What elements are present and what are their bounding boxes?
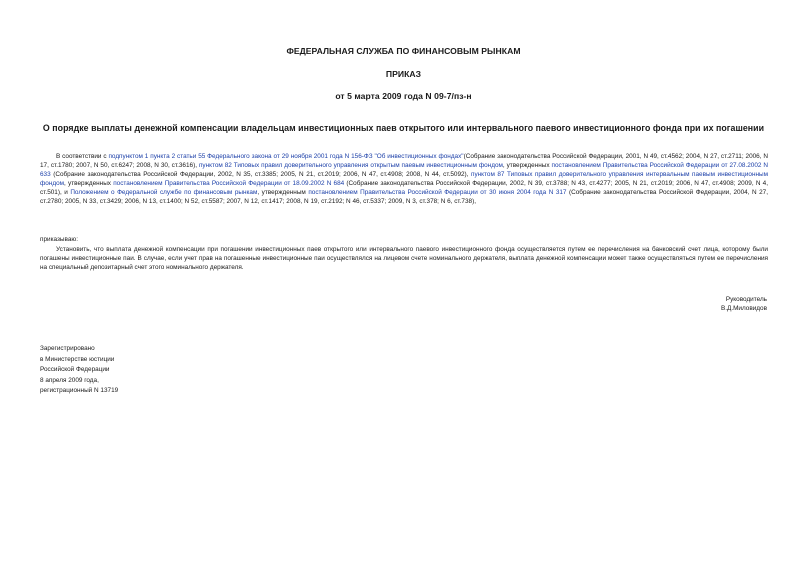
registration-line: Зарегистрировано bbox=[40, 345, 95, 352]
signature-name: В.Д.Миловидов bbox=[720, 305, 767, 312]
registration-block bbox=[40, 344, 118, 397]
preamble-text-1: В соответствии с bbox=[56, 153, 109, 160]
document-type: ПРИКАЗ bbox=[385, 69, 422, 79]
preamble-text-6: (Собрание законодательства Российской Федерации, 2002, N 39, ст.3788; N 43, ст.4277; 2005, N 21, ст.2019; 2006, N 47, ст.4908; 2009, N 4, ст.501), и bbox=[40, 180, 768, 197]
link-interval-fund-rules[interactable]: пунктом 87 Типовых правил доверительного управления интервальным паевым инвестиционным фондом bbox=[40, 171, 768, 188]
order-paragraph: Установить, что выплата денежной компенсации при погашении инвестиционных паев открытого или интервального паевого инвестиционного фонда осуществляется путем ее перечисления на банковский счет лица, которому были погашены инвестиционные паи. В случае, если учет прав на погашенные инвестиционные паи осуществлялся на лицевом счете номинального держателя, выплата денежной компенсации может также осуществляться путем ее перечисления на специальный депозитарный счет этого номинального держателя. bbox=[40, 246, 768, 272]
preamble-text-7: , утвержденным bbox=[257, 189, 309, 197]
document-date-number: от 5 марта 2009 года N 09-7/пз-н bbox=[335, 91, 472, 101]
preamble-text-3: , утвержденных bbox=[502, 162, 552, 170]
link-decree-317[interactable]: постановлением Правительства Российской Федерации от 30 июня 2004 года N 317 bbox=[308, 189, 567, 197]
document-title: О порядке выплаты денежной компенсации владельцам инвестиционных паев открытого или интервального паевого инвестиционного фонда при их погашении bbox=[42, 123, 765, 133]
registration-line: регистрационный N 13719 bbox=[40, 387, 119, 395]
link-decree-633[interactable]: постановлением Правительства Российской Федерации от 27.08.2002 N 633 bbox=[40, 162, 769, 179]
order-label: приказываю: bbox=[40, 236, 78, 243]
preamble-paragraph bbox=[40, 152, 768, 207]
registration-line: в Министерстве юстиции bbox=[40, 355, 115, 363]
preamble-text-5: , утвержденных bbox=[64, 180, 114, 188]
registration-line: Российской Федерации bbox=[40, 366, 110, 374]
link-law-156fz[interactable]: подпунктом 1 пункта 2 статьи 55 Федерального закона от 29 ноября 2001 года N 156-ФЗ "Об инвестиционных фондах" bbox=[108, 153, 464, 160]
link-open-fund-rules[interactable]: пунктом 82 Типовых правил доверительного управления открытым паевым инвестиционным фондом bbox=[198, 162, 503, 170]
preamble-text-8: (Собрание законодательства Российской Федерации, 2004, N 27, ст.2780; 2005, N 33, ст.3429; 2006, N 13, ст.1400; N 52, ст.5587; 2007, N 12, ст.1417; 2008, N 19, ст.2192; N 46, ст.5337; 2009, N 3, ст.378; N 6, ст.738), bbox=[40, 189, 768, 206]
link-decree-684[interactable]: постановлением Правительства Российской Федерации от 18.09.2002 N 684 bbox=[113, 180, 345, 188]
preamble-text-2: (Собрание законодательства Российской Федерации, 2001, N 49, ст.4562; 2004, N 27, ст.2711; 2006, N 17, ст.1780; 2007, N 50, ст.6247; 2008, N 30, ст.3616), bbox=[40, 153, 769, 170]
signature-position: Руководитель bbox=[725, 296, 767, 303]
link-fsfr-regulation[interactable]: Положением о Федеральной службе по финансовым рынкам bbox=[70, 189, 258, 197]
preamble-text-4: (Собрание законодательства Российской Федерации, 2002, N 35, ст.3385; 2005, N 21, ст.2019; 2006, N 47, ст.4908; 2008, N 44, ст.5092), bbox=[50, 171, 471, 179]
registration-line: 8 апреля 2009 года, bbox=[40, 376, 99, 384]
agency-title: ФЕДЕРАЛЬНАЯ СЛУЖБА ПО ФИНАНСОВЫМ РЫНКАМ bbox=[286, 46, 521, 56]
